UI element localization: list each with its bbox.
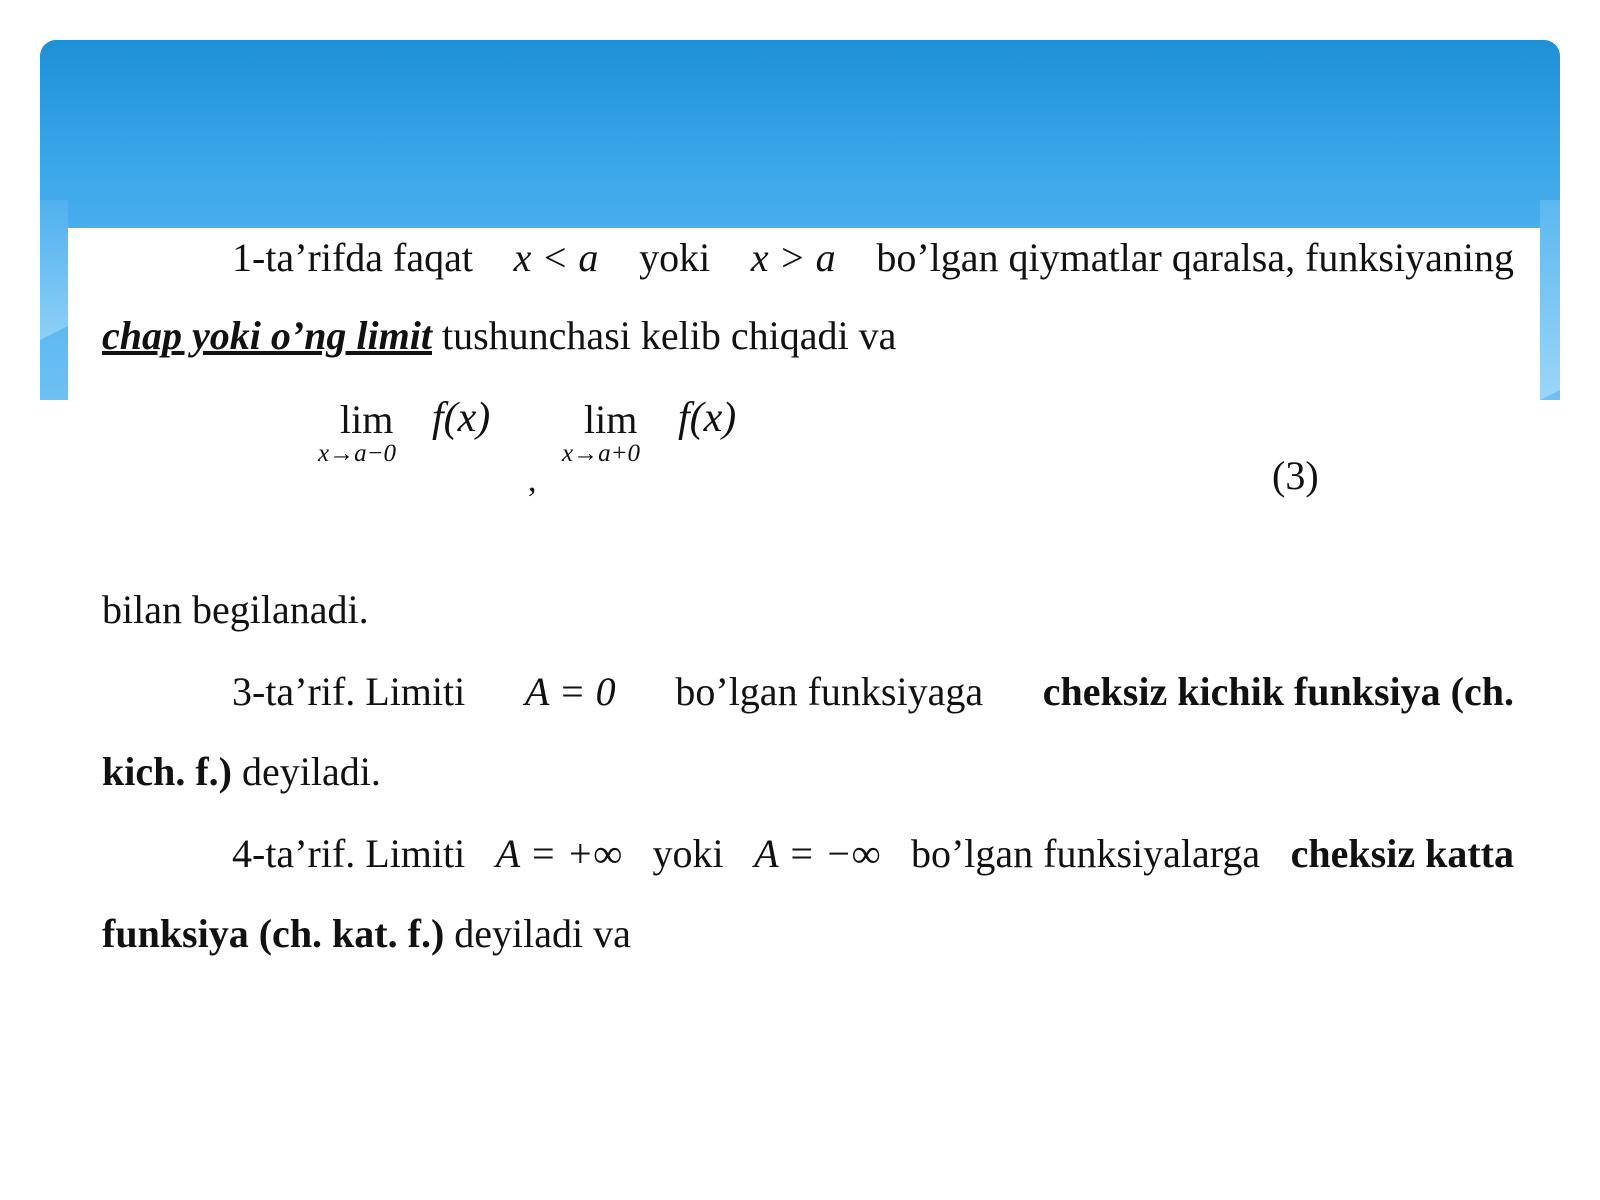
def3-mid: bo’lgan funksiyaga [675, 669, 984, 714]
p1-lead: 1-ta’rifda faqat [232, 235, 473, 280]
p1-condition-greater: x > a [750, 235, 836, 280]
formula-left-function: f(x) [432, 395, 491, 441]
formula-comma: , [528, 462, 537, 499]
def4-tail: deyiladi va [454, 911, 631, 956]
def3-lead: 3-ta’rif. Limiti [232, 669, 466, 714]
content-panel [68, 228, 1540, 1200]
formula-right-lim: lim [584, 397, 638, 442]
def4-lead: 4-ta’rif. Limiti [232, 831, 466, 876]
def4-condition-plus-inf: A = +∞ [495, 831, 623, 876]
def4-or: yoki [652, 831, 724, 876]
definition4-line1 [232, 831, 1514, 876]
def4-mid: bo’lgan funksiyalarga [910, 831, 1261, 876]
banner-right-accent [1540, 200, 1560, 400]
definition3-line2 [102, 749, 1514, 794]
equation-number: (3) [1272, 453, 1319, 498]
paragraph2: bilan begilanadi. [102, 587, 369, 632]
term-one-sided-limit: chap yoki o’ng limit [102, 313, 432, 358]
p1-condition-less: x < a [513, 235, 599, 280]
p1-or: yoki [639, 235, 711, 280]
term-infinitely-large-cont: funksiya (ch. kat. f.) [102, 911, 445, 956]
paragraph1-line1 [232, 235, 1514, 280]
formula-right-subscript: x→a+0 [562, 440, 640, 467]
term-infinitesimal: cheksiz kichik funksiya (ch. [1042, 669, 1514, 714]
def3-tail: deyiladi. [242, 749, 381, 794]
formula-left-subscript: x→a−0 [318, 440, 396, 467]
formula-left-lim: lim [340, 397, 394, 442]
def4-condition-minus-inf: A = −∞ [754, 831, 881, 876]
p1-line2-rest: tushunchasi kelib chiqadi va [442, 313, 897, 358]
term-infinitely-large: cheksiz katta [1290, 831, 1514, 876]
paragraph1-line2 [102, 313, 1514, 358]
definition3-line1 [232, 669, 1514, 714]
definition4-line2 [102, 911, 1514, 956]
def3-condition: A = 0 [524, 669, 616, 714]
term-infinitesimal-cont: kich. f.) [102, 749, 232, 794]
banner-left-accent [40, 200, 68, 340]
p1-rest: bo’lgan qiymatlar qaralsa, funksiyaning [876, 235, 1514, 280]
formula-right-function: f(x) [678, 395, 737, 441]
